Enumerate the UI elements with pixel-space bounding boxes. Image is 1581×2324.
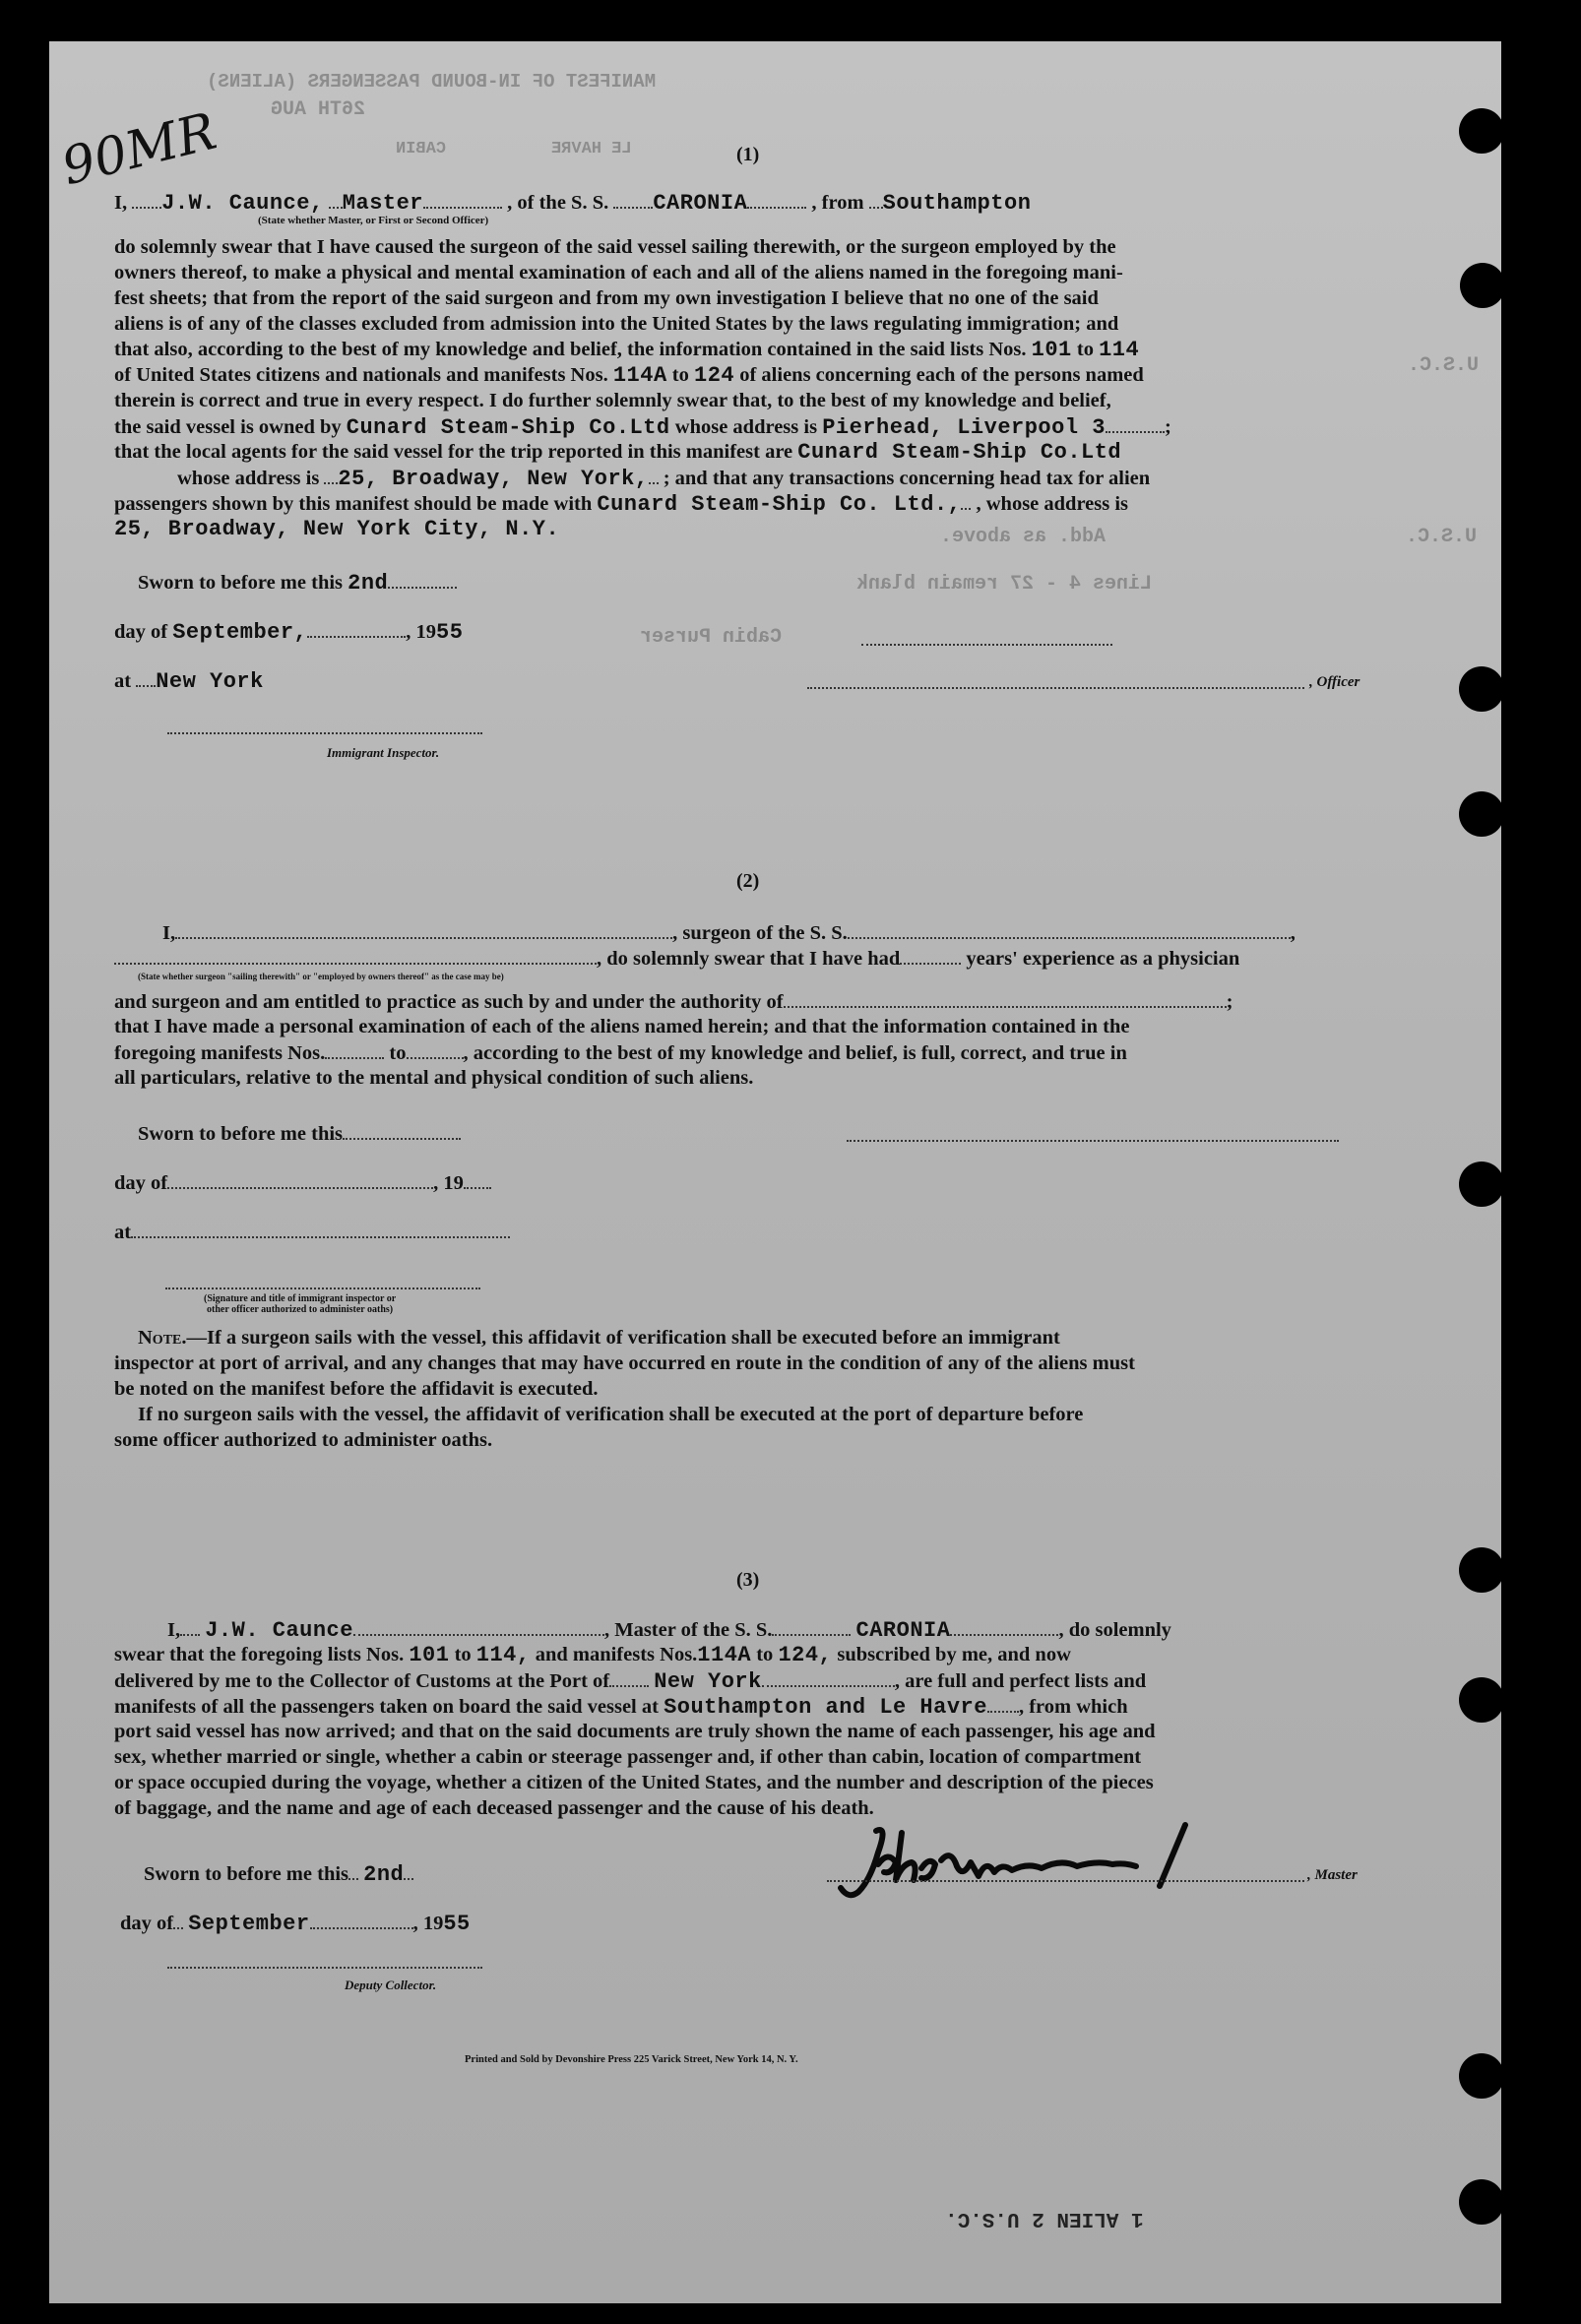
sworn-month: September: [188, 1912, 310, 1936]
master-name: J.W. Caunce,: [161, 191, 324, 216]
sworn-day: 2nd: [363, 1862, 405, 1887]
collector-label: Deputy Collector.: [345, 1978, 437, 1992]
lists-text: swear that the foregoing lists Nos.: [114, 1644, 405, 1665]
to-text: to: [756, 1644, 774, 1665]
intro-text: I,: [167, 1619, 181, 1641]
ghost-header-date: 26TH AUG: [271, 98, 366, 121]
punch-hole: [1459, 2053, 1504, 2099]
section-1-body-4: aliens is of any of the classes excluded from admission into the United States by the laws regulating immigration; and: [114, 313, 1119, 335]
punch-hole: [1459, 1677, 1504, 1723]
ghost-usc-1: U.S.C.: [1408, 354, 1480, 377]
manifests-to: 124,: [778, 1643, 833, 1667]
intro-text: I,: [162, 922, 176, 944]
section-1-sworn: [138, 569, 457, 597]
lists-to: 114,: [475, 1643, 531, 1667]
section-3-line-6: sex, whether married or single, whether a cabin or steerage passenger and, if other than cabin, location of compartment: [114, 1746, 1142, 1768]
foregoing-text: foregoing manifests Nos.: [114, 1042, 326, 1064]
section-2-number: (2): [736, 870, 760, 892]
section-3-line-5: port said vessel has now arrived; and that on the said documents are truly shown the name of each passenger, his age and: [114, 1721, 1156, 1742]
section-2-line-1: I, , surgeon of the S. S. ,: [162, 919, 1296, 946]
lists-to: 114: [1099, 338, 1140, 362]
departure-port: Southampton: [882, 191, 1032, 216]
sig-note-2: other officer authorized to administer oaths): [207, 1304, 394, 1315]
to-text: to: [454, 1644, 472, 1665]
sworn-label: Sworn to before me this: [138, 572, 344, 594]
punch-hole: [1459, 108, 1504, 154]
sworn-place: New York: [156, 669, 264, 694]
printer-line: Printed and Sold by Devonshire Press 225 Varick Street, New York 14, N. Y.: [465, 2054, 798, 2065]
note-line-2: inspector at port of arrival, and any changes that may have occurred en route in the condition of any of the aliens must: [114, 1352, 1135, 1374]
section-2-at: [114, 1219, 510, 1245]
surgeon-of-text: , surgeon of the S. S.: [672, 922, 848, 944]
manifest-page: [49, 41, 1501, 2303]
master-rank: Master: [342, 191, 424, 216]
intro-text: I,: [114, 192, 128, 214]
solemnly-text: , do solemnly: [1058, 1619, 1171, 1641]
sworn-day: 2nd: [348, 571, 389, 596]
section-3-line-4: [114, 1693, 1128, 1721]
section-1-line-7: therein is correct and true in every respect. I do further solemnly swear that, to the best of my knowledge and belief,: [114, 390, 1111, 411]
lists-from: 101: [409, 1643, 450, 1667]
manifests-from: 114A: [697, 1643, 752, 1667]
section-3-line-3: [114, 1667, 1146, 1695]
surgeon-signature-line: [847, 1140, 1339, 1142]
manifests-to: 124: [694, 363, 735, 388]
section-1-line-6: [114, 362, 1144, 389]
officer-line: [807, 687, 1304, 689]
subscribed-text: subscribed by me, and now: [837, 1644, 1071, 1665]
authority-text: and surgeon and am entitled to practice as such by and under the authority of: [114, 991, 784, 1013]
sig-note-1: (Signature and title of immigrant inspector or: [204, 1293, 397, 1304]
at-label: at: [114, 670, 132, 692]
manifests-text: of United States citizens and nationals and manifests Nos.: [114, 364, 608, 386]
section-1-line-1: [114, 189, 1031, 217]
year-prefix: , 19: [406, 621, 437, 643]
ports-taken: Southampton and Le Havre: [664, 1695, 987, 1720]
to-text: to: [389, 1042, 407, 1064]
collector-line: [167, 1967, 482, 1969]
agents-address: 25, Broadway, New York,: [338, 467, 649, 491]
agents-address-text: whose address is: [177, 468, 320, 489]
year-prefix: , 19: [433, 1172, 464, 1194]
from-text: , from: [811, 192, 864, 214]
section-2-sworn: [138, 1120, 461, 1147]
section-1-body-3: fest sheets; that from the report of the said surgeon and from my own investigation I believe that no one of the said: [114, 287, 1099, 309]
note-label: Note.: [138, 1327, 187, 1349]
ghost-usc-2: U.S.C.: [1406, 526, 1478, 548]
sworn-month: September,: [172, 620, 308, 645]
lists-text: that also, according to the best of my knowledge and belief, the information contained in the said lists Nos.: [114, 339, 1027, 360]
master-of-text: , Master of the S. S.: [603, 1619, 773, 1641]
surgeon-state-note: (State whether surgeon "sailing therewith" or "employed by owners thereof" as the case may be): [138, 972, 504, 981]
from-which-text: , from which: [1018, 1696, 1128, 1718]
ghost-add-as-above: Add. as above.: [940, 526, 1107, 548]
punch-hole: [1459, 2179, 1504, 2225]
delivered-text: delivered by me to the Collector of Customs at the Port of: [114, 1670, 610, 1692]
manifests-taken-text: manifests of all the passengers taken on board the said vessel at: [114, 1696, 659, 1718]
whose-address-text: whose address is: [674, 416, 818, 438]
section-1-line-8: the said vessel is owned by Cunard Steam-Ship Co.Ltd whose address is Pierhead, Liverpool 3 ;: [114, 415, 1171, 440]
section-1-line-12: [114, 516, 559, 542]
note-line-1: [138, 1325, 1060, 1350]
note-line-3: be noted on the manifest before the affidavit is executed.: [114, 1378, 599, 1400]
head-tax-address-text: , whose address is: [976, 493, 1129, 515]
officer-signature-line: [861, 644, 1112, 646]
ghost-lines-blank: Lines 4 - 27 remain blank: [856, 573, 1153, 596]
day-of-label: day of: [120, 1913, 174, 1934]
master-signature-line: [827, 1880, 1304, 1882]
inspector-label: Immigrant Inspector.: [327, 745, 440, 760]
inspector-line: [167, 732, 482, 734]
owned-by-text: the said vessel is owned by: [114, 416, 342, 438]
punch-hole: [1459, 1547, 1504, 1593]
section-3-number: (3): [736, 1569, 760, 1591]
section-2-line-2: [114, 945, 1239, 972]
head-tax-address: 25, Broadway, New York City, N.Y.: [114, 517, 560, 541]
section-1-day-of: [114, 618, 463, 646]
manifests-text: and manifests Nos.: [535, 1644, 698, 1665]
agents-text: that the local agents for the said vessel for the trip reported in this manifest are: [114, 441, 793, 463]
swear-text: , do solemnly swear that I have had: [597, 948, 901, 970]
ship-name: CARONIA: [653, 191, 748, 216]
ghost-cabin-purser: Cabin Purser: [640, 626, 783, 649]
ghost-header-class: CABIN: [396, 140, 447, 158]
master-state-note: (State whether Master, or First or Second Officer): [258, 215, 489, 226]
punch-hole: [1459, 1162, 1504, 1207]
of-ship-text: , of the S. S.: [507, 192, 609, 214]
full-lists-text: , are full and perfect lists and: [894, 1670, 1147, 1692]
ghost-header-title: MANIFEST OF IN-BOUND PASSENGERS (ALIENS): [207, 71, 657, 93]
to-text: to: [1076, 339, 1094, 360]
sworn-label: Sworn to before me this: [144, 1863, 349, 1885]
sworn-label: Sworn to before me this: [138, 1123, 344, 1145]
note-line-5: some officer authorized to administer oaths.: [114, 1429, 493, 1451]
section-3-line-2: [114, 1642, 1071, 1668]
master-name: J.W. Caunce: [205, 1618, 353, 1643]
owner-name: Cunard Steam-Ship Co.Ltd: [346, 415, 670, 440]
master-label: , Master: [1307, 1867, 1358, 1883]
head-tax-text: ; and that any transactions concerning head tax for alien: [663, 468, 1151, 489]
section-3-line-1: [167, 1616, 1171, 1644]
sworn-year: 55: [443, 1912, 471, 1936]
according-text: , according to the best of my knowledge and belief, is full, correct, and true in: [463, 1042, 1127, 1064]
manifests-from: 114A: [612, 363, 667, 388]
year-prefix: , 19: [412, 1913, 444, 1934]
sworn-year: 55: [436, 620, 464, 645]
years-text: years' experience as a physician: [966, 948, 1240, 970]
ghost-header-from: LE HAVRE: [551, 140, 632, 158]
lists-from: 101: [1031, 338, 1072, 362]
section-1-body-2: owners thereof, to make a physical and mental examination of each and all of the aliens named in the foregoing mani-: [114, 262, 1123, 283]
bottom-stamp: 1 ALIEN 2 U.S.C.: [945, 2207, 1144, 2230]
section-1-line-5: [114, 337, 1139, 363]
section-3-line-7: or space occupied during the voyage, whether a citizen of the United States, and the number and description of the pieces: [114, 1772, 1154, 1793]
passengers-text: passengers shown by this manifest should be made with: [114, 493, 593, 515]
section-3-day-of: [120, 1910, 471, 1937]
section-2-line-6: all particulars, relative to the mental and physical condition of such aliens.: [114, 1067, 754, 1089]
section-1-number: (1): [736, 144, 760, 165]
ship-name: CARONIA: [855, 1618, 951, 1643]
punch-hole: [1459, 791, 1504, 837]
section-1-line-9: [114, 439, 1121, 466]
section-2-line-5: [114, 1039, 1127, 1066]
head-tax-with: Cunard Steam-Ship Co. Ltd.,: [597, 492, 962, 517]
section-1-body-1: do solemnly swear that I have caused the surgeon of the said vessel sailing therewith, or the surgeon employed by the: [114, 236, 1116, 258]
section-3-sworn: [144, 1860, 413, 1888]
section-1-line-11: [114, 490, 1128, 518]
section-3-line-8: of baggage, and the name and age of each deceased passenger and the cause of his death.: [114, 1797, 874, 1819]
section-2-day-of: [114, 1169, 491, 1196]
note-1: —If a surgeon sails with the vessel, this affidavit of verification shall be executed before an immigrant: [186, 1327, 1060, 1349]
punch-hole: [1460, 263, 1505, 308]
section-1-line-10: [114, 465, 1150, 492]
aliens-text: of aliens concerning each of the persons named: [739, 364, 1144, 386]
section-2-official-line: [165, 1288, 480, 1289]
master-signature: [819, 1803, 1311, 1921]
agents-name: Cunard Steam-Ship Co.Ltd: [797, 440, 1122, 465]
punch-hole: [1459, 666, 1504, 712]
owner-address: Pierhead, Liverpool 3: [822, 415, 1106, 440]
arrival-port: New York: [654, 1669, 762, 1694]
note-line-4: If no surgeon sails with the vessel, the affidavit of verification shall be executed at the port of departure before: [138, 1404, 1084, 1425]
at-label: at: [114, 1222, 132, 1243]
officer-label: , Officer: [1309, 674, 1360, 690]
day-of-label: day of: [114, 1172, 168, 1194]
section-2-line-4: that I have made a personal examination of each of the aliens named herein; and that the information contained in the: [114, 1016, 1130, 1037]
to-text: to: [671, 364, 689, 386]
section-1-at: [114, 667, 264, 695]
day-of-label: day of: [114, 621, 168, 643]
section-2-line-3: and surgeon and am entitled to practice as such by and under the authority of ;: [114, 988, 1233, 1015]
handwritten-mark: 90MR: [56, 101, 222, 198]
